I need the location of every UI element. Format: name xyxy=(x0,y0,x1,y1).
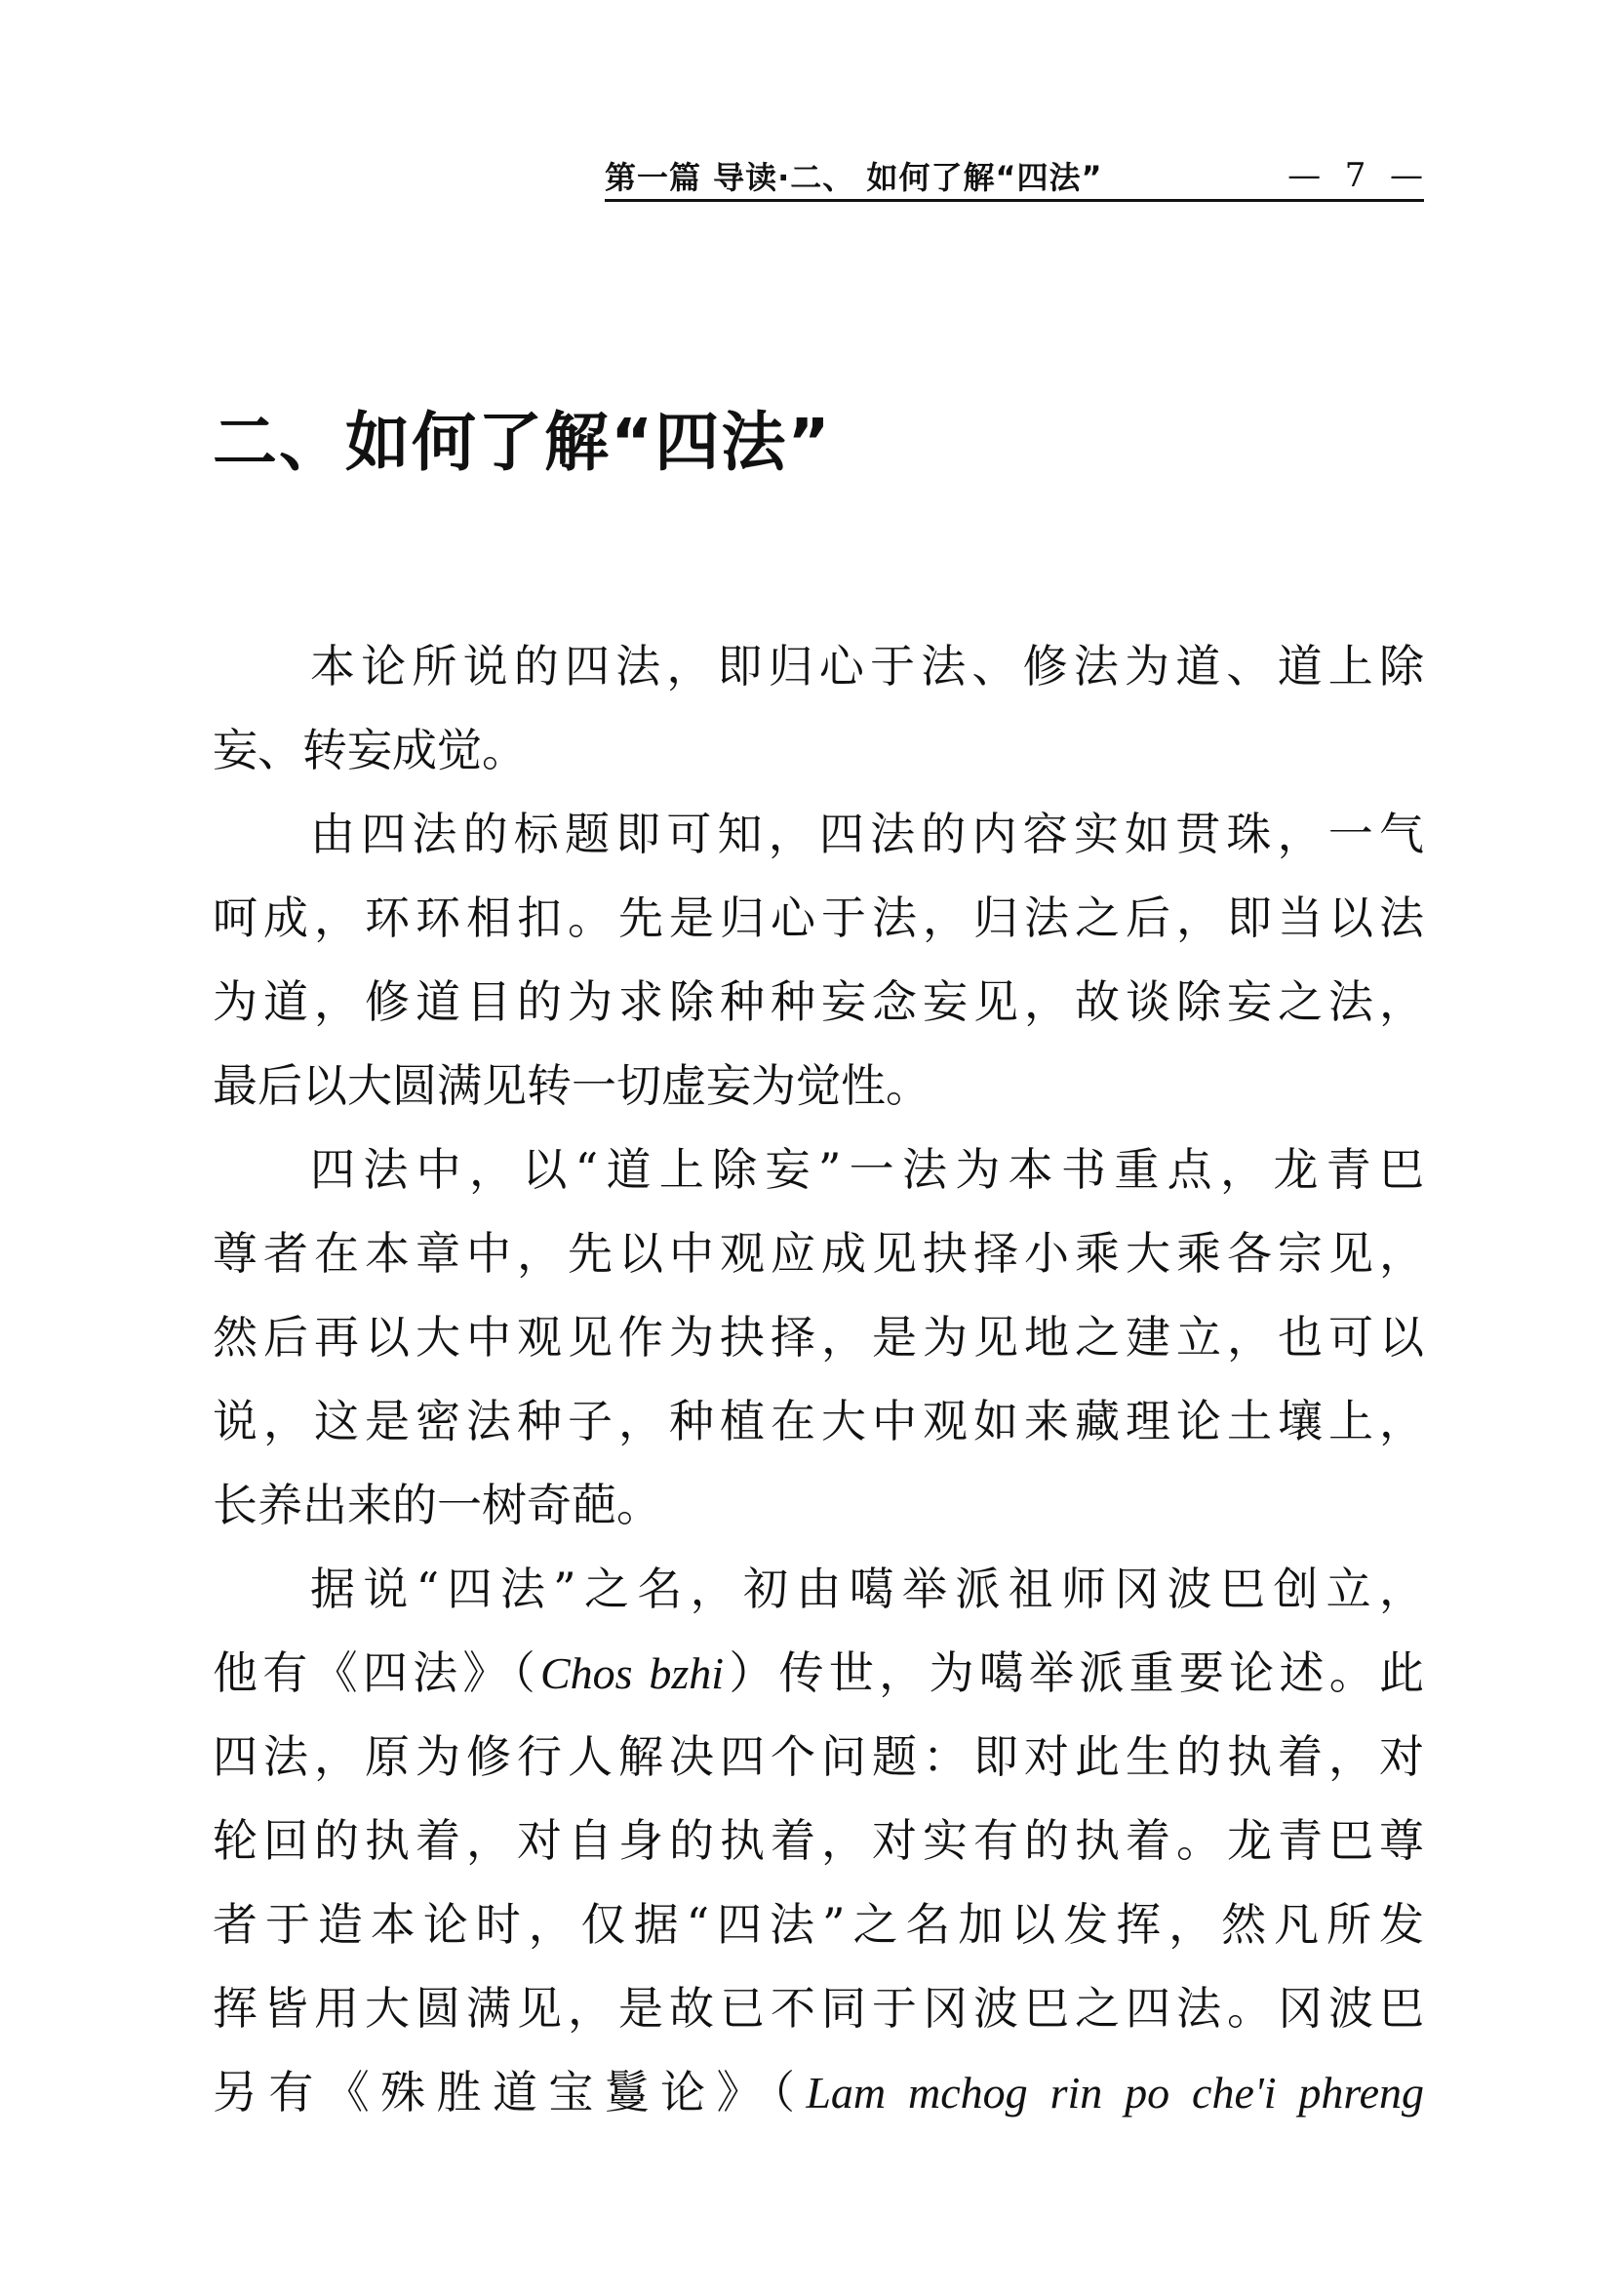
text-segment: 他有《四法》（ xyxy=(213,1646,540,1699)
text-line: 尊者在本章中，先以中观应成见抉择小乘大乘各宗见， xyxy=(213,1227,1424,1280)
body-text xyxy=(213,624,1424,2134)
tibetan-title-italic: Chos bzhi xyxy=(539,1648,725,1698)
text-line: 由四法的标题即可知，四法的内容实如贯珠，一气 xyxy=(310,808,1424,860)
text-line: 据说“四法”之名，初由噶举派祖师冈波巴创立， xyxy=(310,1563,1424,1615)
text-line: 为道，修道目的为求除种种妄念妄见，故谈除妄之法， xyxy=(213,975,1424,1028)
text-line: 长养出来的一树奇葩。 xyxy=(213,1479,661,1531)
text-line: 四法，原为修行人解决四个问题：即对此生的执着，对 xyxy=(213,1730,1424,1783)
section-title: 二、如何了解“四法” xyxy=(213,405,832,480)
text-line: 本论所说的四法，即归心于法、修法为道、道上除 xyxy=(310,640,1424,693)
text-line: 妄、转妄成觉。 xyxy=(213,724,527,776)
text-segment: ）传世，为噶举派重要论述。此 xyxy=(724,1646,1425,1699)
tibetan-title-italic: Lam mchog rin po che'i phreng xyxy=(806,2068,1425,2118)
running-header xyxy=(605,151,1424,202)
text-line-with-italic xyxy=(213,2050,1424,2134)
text-line: 四法中，以“道上除妄”一法为本书重点，龙青巴 xyxy=(310,1143,1424,1196)
running-title: 第一篇 导读·二、 如何了解“四法” xyxy=(605,158,1103,196)
page-number: — 7 — xyxy=(1287,155,1424,195)
text-line: 呵成，环环相扣。先是归心于法，归法之后，即当以法 xyxy=(213,891,1424,944)
text-segment: 另有《殊胜道宝鬘论》（ xyxy=(213,2066,807,2118)
text-line: 者于造本论时，仅据“四法”之名加以发挥，然凡所发 xyxy=(213,1898,1424,1951)
text-line: 最后以大圆满见转一切虚妄为觉性。 xyxy=(213,1059,930,1112)
text-line: 说，这是密法种子，种植在大中观如来藏理论土壤上， xyxy=(213,1395,1424,1447)
text-line-with-italic xyxy=(213,1631,1424,1715)
text-line: 挥皆用大圆满见，是故已不同于冈波巴之四法。冈波巴 xyxy=(213,1982,1424,2035)
text-line: 轮回的执着，对自身的执着，对实有的执着。龙青巴尊 xyxy=(213,1814,1424,1867)
text-line: 然后再以大中观见作为抉择，是为见地之建立，也可以 xyxy=(213,1311,1424,1364)
